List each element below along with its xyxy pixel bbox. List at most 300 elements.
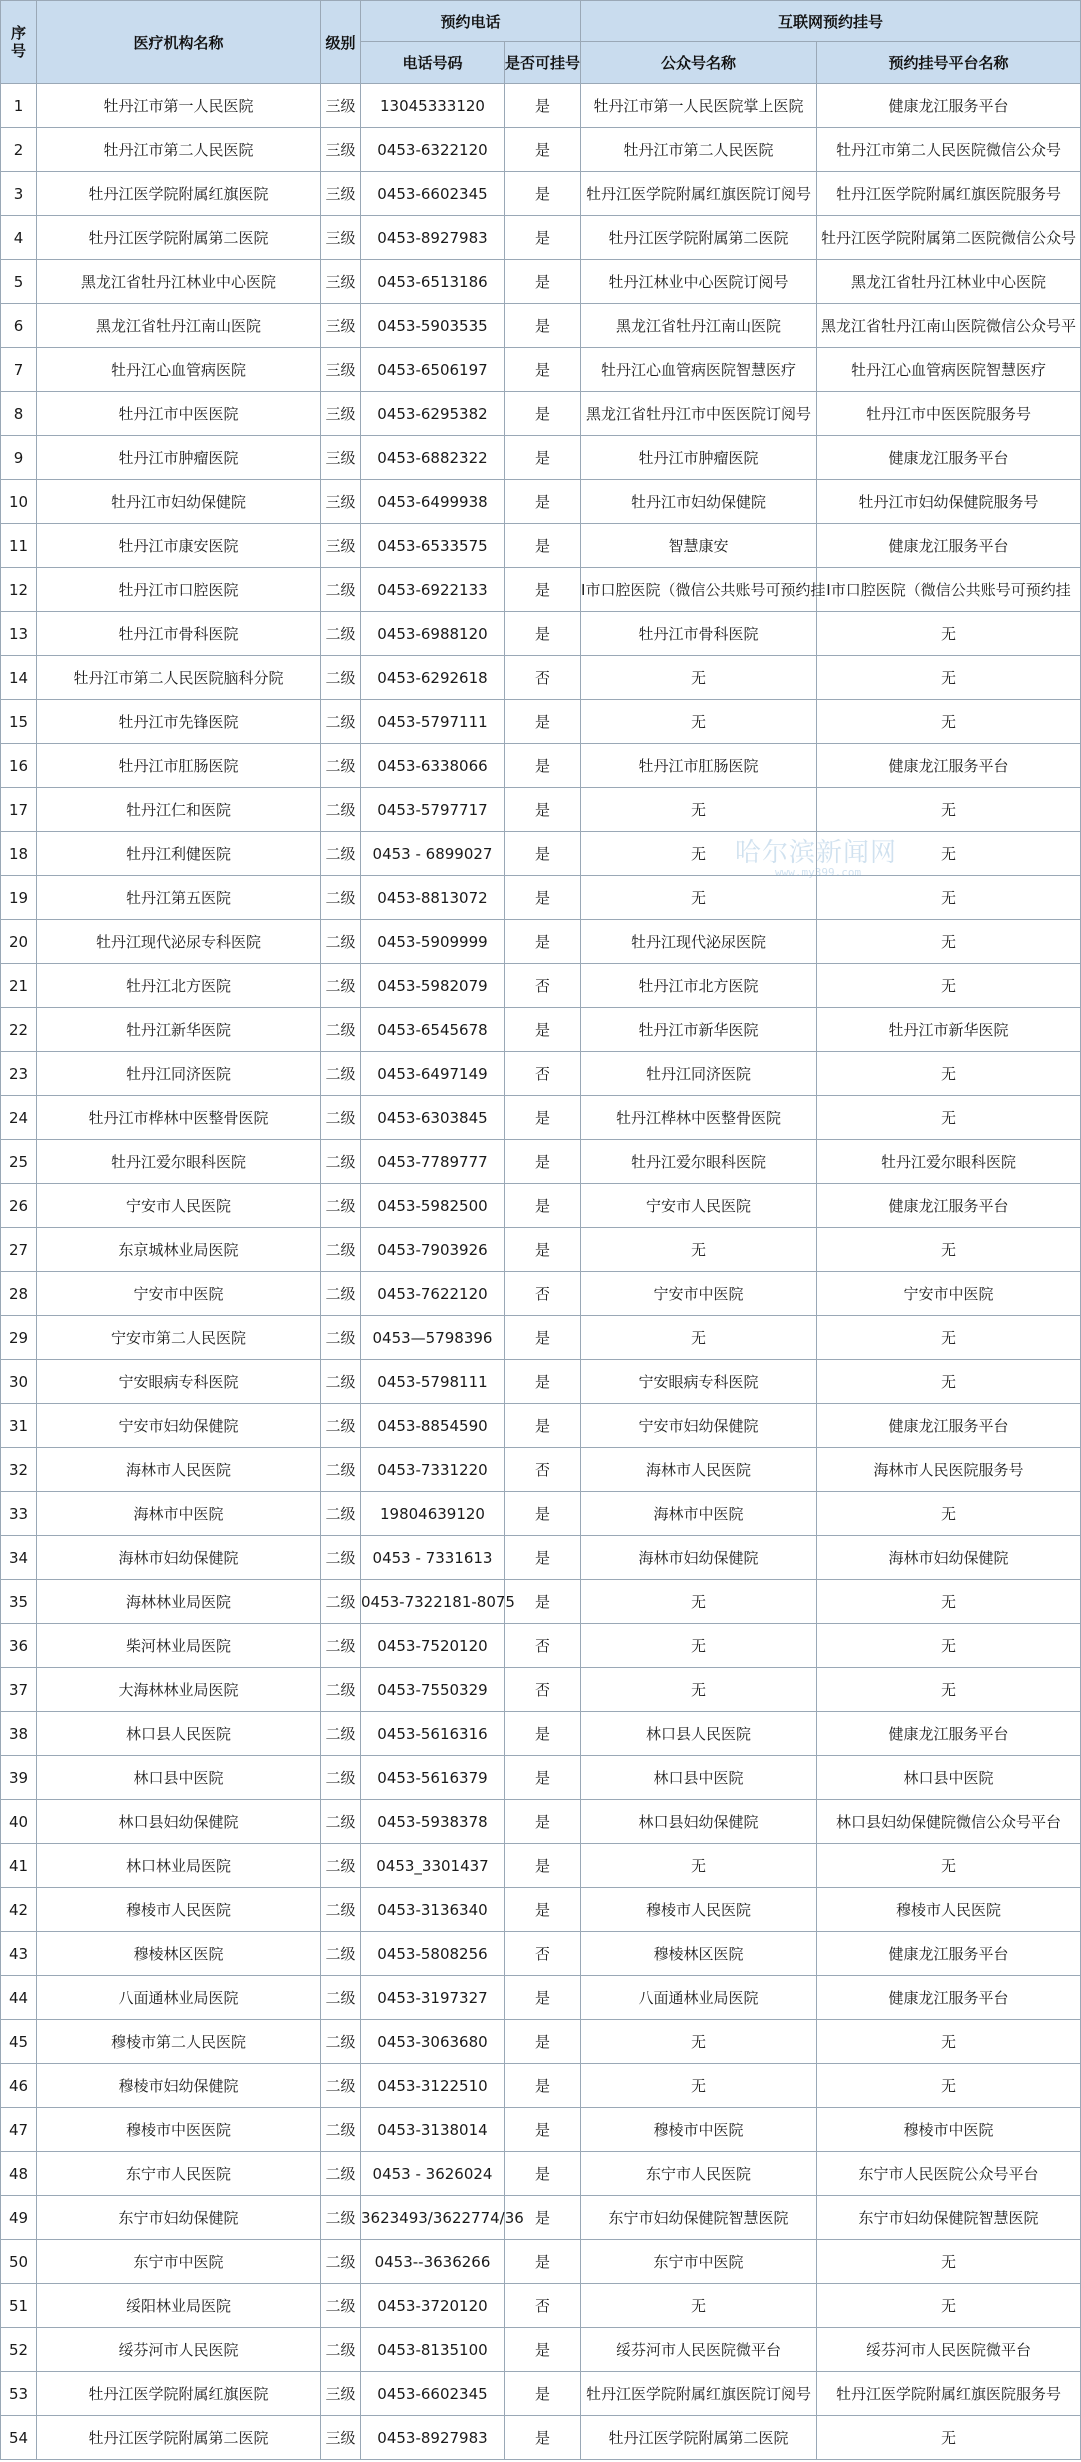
cell-can-register: 是 (505, 1360, 581, 1404)
cell-seq: 18 (1, 832, 37, 876)
cell-level: 二级 (321, 1008, 361, 1052)
cell-level: 三级 (321, 172, 361, 216)
cell-platform: 海林市人民医院服务号 (817, 1448, 1081, 1492)
table-row (1, 260, 1081, 304)
cell-platform: 健康龙江服务平台 (817, 1404, 1081, 1448)
cell-platform: 健康龙江服务平台 (817, 436, 1081, 480)
cell-level: 二级 (321, 612, 361, 656)
cell-public-account: 牡丹江医学院附属红旗医院订阅号 (581, 2372, 817, 2416)
table-row (1, 1052, 1081, 1096)
cell-platform: 穆棱市人民医院 (817, 1888, 1081, 1932)
cell-can-register: 是 (505, 2064, 581, 2108)
cell-platform: 绥芬河市人民医院微平台 (817, 2328, 1081, 2372)
cell-seq: 7 (1, 348, 37, 392)
table-row (1, 2240, 1081, 2284)
cell-platform: 健康龙江服务平台 (817, 1712, 1081, 1756)
table-row (1, 788, 1081, 832)
cell-public-account: 牡丹江市第二人民医院 (581, 128, 817, 172)
cell-level: 二级 (321, 2240, 361, 2284)
cell-phone: 0453-6506197 (361, 348, 505, 392)
cell-platform: 无 (817, 1096, 1081, 1140)
cell-seq: 23 (1, 1052, 37, 1096)
cell-name: 牡丹江医学院附属红旗医院 (37, 2372, 321, 2416)
cell-name: 牡丹江市肿瘤医院 (37, 436, 321, 480)
cell-public-account: 海林市妇幼保健院 (581, 1536, 817, 1580)
table-row (1, 2064, 1081, 2108)
watermark-url: www.my399.com (775, 866, 862, 879)
cell-platform: 黑龙江省牡丹江南山医院微信公众号平 (817, 304, 1081, 348)
cell-can-register: 否 (505, 656, 581, 700)
cell-seq: 8 (1, 392, 37, 436)
cell-level: 二级 (321, 1800, 361, 1844)
table-row (1, 524, 1081, 568)
cell-level: 二级 (321, 1624, 361, 1668)
cell-level: 三级 (321, 392, 361, 436)
cell-phone: 0453-6303845 (361, 1096, 505, 1140)
cell-phone: 0453-7520120 (361, 1624, 505, 1668)
header-name: 医疗机构名称 (37, 1, 321, 84)
cell-phone: 0453-5982500 (361, 1184, 505, 1228)
watermark-text: 哈尔滨新闻网 (735, 838, 898, 868)
cell-level: 二级 (321, 1712, 361, 1756)
cell-seq: 43 (1, 1932, 37, 1976)
cell-seq: 45 (1, 2020, 37, 2064)
cell-platform: I市口腔医院（微信公共账号可预约挂 (817, 568, 1081, 612)
cell-public-account: 宁安眼病专科医院 (581, 1360, 817, 1404)
cell-phone: 0453-8927983 (361, 2416, 505, 2460)
cell-phone: 0453-5616379 (361, 1756, 505, 1800)
cell-seq: 44 (1, 1976, 37, 2020)
cell-platform: 无 (817, 964, 1081, 1008)
cell-name: 海林市中医院 (37, 1492, 321, 1536)
cell-level: 二级 (321, 744, 361, 788)
cell-platform: 海林市妇幼保健院 (817, 1536, 1081, 1580)
cell-level: 二级 (321, 2328, 361, 2372)
cell-platform: 宁安市中医院 (817, 1272, 1081, 1316)
cell-level: 三级 (321, 436, 361, 480)
cell-name: 绥芬河市人民医院 (37, 2328, 321, 2372)
cell-can-register: 是 (505, 1008, 581, 1052)
cell-can-register: 是 (505, 2196, 581, 2240)
table-row (1, 2284, 1081, 2328)
cell-platform: 无 (817, 832, 1081, 876)
header-level: 级别 (321, 1, 361, 84)
cell-can-register: 是 (505, 84, 581, 128)
cell-phone: 0453-6497149 (361, 1052, 505, 1096)
table-row (1, 1008, 1081, 1052)
cell-can-register: 是 (505, 2240, 581, 2284)
cell-platform: 东宁市人民医院公众号平台 (817, 2152, 1081, 2196)
cell-level: 三级 (321, 2372, 361, 2416)
cell-can-register: 是 (505, 1404, 581, 1448)
cell-name: 绥阳林业局医院 (37, 2284, 321, 2328)
cell-phone: 0453-7903926 (361, 1228, 505, 1272)
cell-can-register: 是 (505, 2372, 581, 2416)
cell-public-account: 黑龙江省牡丹江市中医医院订阅号 (581, 392, 817, 436)
cell-platform: 牡丹江市第二人民医院微信公众号 (817, 128, 1081, 172)
cell-level: 二级 (321, 2196, 361, 2240)
cell-public-account: 无 (581, 2020, 817, 2064)
cell-can-register: 否 (505, 1932, 581, 1976)
cell-public-account: 无 (581, 1624, 817, 1668)
cell-phone: 0453-3720120 (361, 2284, 505, 2328)
cell-name: 东京城林业局医院 (37, 1228, 321, 1272)
cell-can-register: 是 (505, 172, 581, 216)
cell-platform: 牡丹江心血管病医院智慧医疗 (817, 348, 1081, 392)
table-row (1, 1932, 1081, 1976)
cell-platform: 无 (817, 1624, 1081, 1668)
table-row (1, 744, 1081, 788)
cell-seq: 29 (1, 1316, 37, 1360)
cell-seq: 19 (1, 876, 37, 920)
cell-public-account: 东宁市人民医院 (581, 2152, 817, 2196)
cell-public-account: 八面通林业局医院 (581, 1976, 817, 2020)
cell-seq: 6 (1, 304, 37, 348)
cell-seq: 26 (1, 1184, 37, 1228)
cell-name: 大海林林业局医院 (37, 1668, 321, 1712)
cell-phone: 0453-5982079 (361, 964, 505, 1008)
cell-public-account: 智慧康安 (581, 524, 817, 568)
cell-seq: 16 (1, 744, 37, 788)
cell-seq: 39 (1, 1756, 37, 1800)
table-row (1, 1888, 1081, 1932)
cell-phone: 0453-7322181-8075 (361, 1580, 505, 1624)
cell-name: 牡丹江仁和医院 (37, 788, 321, 832)
table-row (1, 2196, 1081, 2240)
cell-public-account: 牡丹江市肛肠医院 (581, 744, 817, 788)
cell-level: 二级 (321, 1140, 361, 1184)
cell-public-account: 无 (581, 1228, 817, 1272)
cell-phone: 0453-3136340 (361, 1888, 505, 1932)
cell-public-account: 牡丹江医学院附属第二医院 (581, 216, 817, 260)
header-public-account: 公众号名称 (581, 42, 817, 84)
cell-level: 二级 (321, 1184, 361, 1228)
cell-seq: 30 (1, 1360, 37, 1404)
cell-can-register: 否 (505, 2284, 581, 2328)
table-row (1, 1272, 1081, 1316)
cell-public-account: 海林市人民医院 (581, 1448, 817, 1492)
cell-platform: 穆棱市中医院 (817, 2108, 1081, 2152)
cell-seq: 49 (1, 2196, 37, 2240)
table-row (1, 1580, 1081, 1624)
cell-level: 二级 (321, 1536, 361, 1580)
cell-can-register: 是 (505, 1844, 581, 1888)
cell-seq: 40 (1, 1800, 37, 1844)
cell-seq: 20 (1, 920, 37, 964)
cell-platform: 无 (817, 1052, 1081, 1096)
cell-seq: 21 (1, 964, 37, 1008)
cell-name: 穆棱林区医院 (37, 1932, 321, 1976)
cell-public-account: 无 (581, 1844, 817, 1888)
cell-seq: 9 (1, 436, 37, 480)
cell-platform: 牡丹江市中医医院服务号 (817, 392, 1081, 436)
cell-name: 黑龙江省牡丹江林业中心医院 (37, 260, 321, 304)
cell-level: 二级 (321, 1668, 361, 1712)
header-platform: 预约挂号平台名称 (817, 42, 1081, 84)
cell-can-register: 否 (505, 1624, 581, 1668)
cell-name: 牡丹江同济医院 (37, 1052, 321, 1096)
cell-platform: 无 (817, 2064, 1081, 2108)
cell-platform: 无 (817, 1316, 1081, 1360)
cell-platform: 无 (817, 1360, 1081, 1404)
table-row (1, 1844, 1081, 1888)
cell-level: 二级 (321, 1844, 361, 1888)
cell-name: 穆棱市人民医院 (37, 1888, 321, 1932)
cell-name: 林口林业局医院 (37, 1844, 321, 1888)
cell-phone: 0453-6292618 (361, 656, 505, 700)
cell-name: 宁安眼病专科医院 (37, 1360, 321, 1404)
cell-public-account: 穆棱林区医院 (581, 1932, 817, 1976)
table-row (1, 2152, 1081, 2196)
cell-phone: 3623493/3622774/36 (361, 2196, 505, 2240)
cell-seq: 52 (1, 2328, 37, 2372)
cell-name: 牡丹江第五医院 (37, 876, 321, 920)
cell-seq: 54 (1, 2416, 37, 2460)
cell-level: 二级 (321, 1976, 361, 2020)
cell-public-account: 无 (581, 1580, 817, 1624)
cell-public-account: 东宁市中医院 (581, 2240, 817, 2284)
cell-platform: 无 (817, 2240, 1081, 2284)
table-row (1, 612, 1081, 656)
cell-can-register: 是 (505, 1580, 581, 1624)
cell-name: 牡丹江新华医院 (37, 1008, 321, 1052)
cell-level: 二级 (321, 2152, 361, 2196)
cell-phone: 19804639120 (361, 1492, 505, 1536)
cell-level: 三级 (321, 2416, 361, 2460)
cell-seq: 42 (1, 1888, 37, 1932)
cell-public-account: 无 (581, 1668, 817, 1712)
table-row (1, 920, 1081, 964)
cell-public-account: 无 (581, 2284, 817, 2328)
cell-name: 宁安市妇幼保健院 (37, 1404, 321, 1448)
cell-seq: 53 (1, 2372, 37, 2416)
cell-platform: 无 (817, 2416, 1081, 2460)
table-row (1, 1800, 1081, 1844)
cell-platform: 牡丹江医学院附属红旗医院服务号 (817, 2372, 1081, 2416)
cell-public-account: 牡丹江医学院附属第二医院 (581, 2416, 817, 2460)
cell-platform: 林口县妇幼保健院微信公众号平台 (817, 1800, 1081, 1844)
cell-public-account: 牡丹江市新华医院 (581, 1008, 817, 1052)
cell-name: 牡丹江医学院附属第二医院 (37, 216, 321, 260)
cell-platform: 无 (817, 1844, 1081, 1888)
cell-phone: 0453-6499938 (361, 480, 505, 524)
cell-platform: 无 (817, 612, 1081, 656)
cell-can-register: 是 (505, 480, 581, 524)
table-row (1, 876, 1081, 920)
cell-public-account: 牡丹江同济医院 (581, 1052, 817, 1096)
cell-phone: 0453-5903535 (361, 304, 505, 348)
cell-public-account: 牡丹江心血管病医院智慧医疗 (581, 348, 817, 392)
cell-name: 黑龙江省牡丹江南山医院 (37, 304, 321, 348)
cell-public-account: 宁安市中医院 (581, 1272, 817, 1316)
cell-can-register: 是 (505, 1184, 581, 1228)
cell-phone: 0453-6322120 (361, 128, 505, 172)
cell-public-account: 东宁市妇幼保健院智慧医院 (581, 2196, 817, 2240)
table-row (1, 1668, 1081, 1712)
cell-phone: 0453 - 7331613 (361, 1536, 505, 1580)
cell-can-register: 是 (505, 392, 581, 436)
cell-name: 穆棱市第二人民医院 (37, 2020, 321, 2064)
cell-platform: 无 (817, 1492, 1081, 1536)
cell-level: 二级 (321, 1316, 361, 1360)
cell-public-account: 穆棱市中医院 (581, 2108, 817, 2152)
table-row (1, 1184, 1081, 1228)
cell-platform: 无 (817, 920, 1081, 964)
cell-platform: 无 (817, 788, 1081, 832)
cell-name: 牡丹江利健医院 (37, 832, 321, 876)
cell-level: 二级 (321, 832, 361, 876)
cell-level: 二级 (321, 788, 361, 832)
cell-seq: 25 (1, 1140, 37, 1184)
cell-phone: 0453-5616316 (361, 1712, 505, 1756)
cell-level: 三级 (321, 524, 361, 568)
table-row (1, 1096, 1081, 1140)
cell-platform: 牡丹江医学院附属第二医院微信公众号 (817, 216, 1081, 260)
cell-can-register: 否 (505, 1448, 581, 1492)
cell-level: 二级 (321, 964, 361, 1008)
table-row (1, 348, 1081, 392)
cell-level: 二级 (321, 2284, 361, 2328)
cell-can-register: 是 (505, 612, 581, 656)
cell-can-register: 是 (505, 1888, 581, 1932)
cell-platform: 无 (817, 2020, 1081, 2064)
cell-seq: 38 (1, 1712, 37, 1756)
cell-phone: 13045333120 (361, 84, 505, 128)
table-row (1, 304, 1081, 348)
cell-phone: 0453--3636266 (361, 2240, 505, 2284)
cell-name: 宁安市人民医院 (37, 1184, 321, 1228)
cell-seq: 22 (1, 1008, 37, 1052)
cell-phone: 0453-8854590 (361, 1404, 505, 1448)
cell-can-register: 否 (505, 1052, 581, 1096)
table-row (1, 1228, 1081, 1272)
cell-public-account: 无 (581, 832, 817, 876)
cell-level: 二级 (321, 1228, 361, 1272)
cell-seq: 17 (1, 788, 37, 832)
cell-public-account: 林口县妇幼保健院 (581, 1800, 817, 1844)
cell-phone: 0453-8813072 (361, 876, 505, 920)
cell-public-account: 无 (581, 2064, 817, 2108)
cell-can-register: 否 (505, 1668, 581, 1712)
cell-can-register: 是 (505, 348, 581, 392)
cell-can-register: 是 (505, 1976, 581, 2020)
cell-phone: 0453-3138014 (361, 2108, 505, 2152)
cell-phone: 0453-6545678 (361, 1008, 505, 1052)
table-row (1, 1140, 1081, 1184)
cell-phone: 0453-6602345 (361, 2372, 505, 2416)
cell-name: 穆棱市中医医院 (37, 2108, 321, 2152)
cell-seq: 13 (1, 612, 37, 656)
table-row (1, 964, 1081, 1008)
cell-seq: 41 (1, 1844, 37, 1888)
cell-public-account: 穆棱市人民医院 (581, 1888, 817, 1932)
table-row (1, 172, 1081, 216)
cell-name: 东宁市妇幼保健院 (37, 2196, 321, 2240)
cell-level: 二级 (321, 1404, 361, 1448)
table-row (1, 1536, 1081, 1580)
cell-platform: 无 (817, 700, 1081, 744)
cell-seq: 10 (1, 480, 37, 524)
header-phone: 电话号码 (361, 42, 505, 84)
cell-seq: 33 (1, 1492, 37, 1536)
cell-level: 二级 (321, 920, 361, 964)
cell-name: 牡丹江市第一人民医院 (37, 84, 321, 128)
cell-platform: 无 (817, 656, 1081, 700)
cell-name: 牡丹江市康安医院 (37, 524, 321, 568)
cell-phone: 0453-8927983 (361, 216, 505, 260)
cell-public-account: 黑龙江省牡丹江南山医院 (581, 304, 817, 348)
cell-platform: 牡丹江爱尔眼科医院 (817, 1140, 1081, 1184)
cell-can-register: 是 (505, 2020, 581, 2064)
cell-seq: 15 (1, 700, 37, 744)
cell-phone: 0453-7789777 (361, 1140, 505, 1184)
cell-platform: 健康龙江服务平台 (817, 1932, 1081, 1976)
cell-name: 牡丹江心血管病医院 (37, 348, 321, 392)
cell-seq: 32 (1, 1448, 37, 1492)
table-row (1, 392, 1081, 436)
cell-phone: 0453-3063680 (361, 2020, 505, 2064)
table-row (1, 1712, 1081, 1756)
cell-platform: 牡丹江医学院附属红旗医院服务号 (817, 172, 1081, 216)
cell-name: 海林市人民医院 (37, 1448, 321, 1492)
cell-seq: 34 (1, 1536, 37, 1580)
cell-public-account: 牡丹江现代泌尿医院 (581, 920, 817, 964)
cell-public-account: 牡丹江桦林中医整骨医院 (581, 1096, 817, 1140)
cell-name: 柴河林业局医院 (37, 1624, 321, 1668)
cell-phone: 0453_3301437 (361, 1844, 505, 1888)
cell-name: 林口县人民医院 (37, 1712, 321, 1756)
cell-can-register: 是 (505, 260, 581, 304)
cell-public-account: 牡丹江市第一人民医院掌上医院 (581, 84, 817, 128)
table-row (1, 1316, 1081, 1360)
cell-name: 牡丹江市骨科医院 (37, 612, 321, 656)
cell-public-account: I市口腔医院（微信公共账号可预约挂 (581, 568, 817, 612)
cell-platform: 黑龙江省牡丹江林业中心医院 (817, 260, 1081, 304)
cell-can-register: 是 (505, 1316, 581, 1360)
cell-name: 牡丹江医学院附属红旗医院 (37, 172, 321, 216)
cell-level: 二级 (321, 568, 361, 612)
cell-public-account: 绥芬河市人民医院微平台 (581, 2328, 817, 2372)
cell-phone: 0453-7622120 (361, 1272, 505, 1316)
cell-platform: 林口县中医院 (817, 1756, 1081, 1800)
cell-public-account: 无 (581, 788, 817, 832)
cell-can-register: 是 (505, 1492, 581, 1536)
cell-seq: 31 (1, 1404, 37, 1448)
cell-platform: 牡丹江市妇幼保健院服务号 (817, 480, 1081, 524)
cell-phone: 0453-5938378 (361, 1800, 505, 1844)
table-row (1, 1624, 1081, 1668)
cell-level: 三级 (321, 260, 361, 304)
cell-public-account: 牡丹江医学院附属红旗医院订阅号 (581, 172, 817, 216)
header-phone-group: 预约电话 (361, 1, 581, 42)
cell-phone: 0453-6882322 (361, 436, 505, 480)
cell-phone: 0453-5797717 (361, 788, 505, 832)
cell-seq: 4 (1, 216, 37, 260)
cell-name: 牡丹江市肛肠医院 (37, 744, 321, 788)
cell-phone: 0453-5797111 (361, 700, 505, 744)
cell-platform: 健康龙江服务平台 (817, 1976, 1081, 2020)
cell-can-register: 是 (505, 1228, 581, 1272)
cell-platform: 健康龙江服务平台 (817, 524, 1081, 568)
cell-name: 宁安市中医院 (37, 1272, 321, 1316)
table-row (1, 700, 1081, 744)
cell-can-register: 否 (505, 964, 581, 1008)
cell-public-account: 无 (581, 1316, 817, 1360)
cell-public-account: 林口县人民医院 (581, 1712, 817, 1756)
cell-can-register: 是 (505, 128, 581, 172)
cell-public-account: 牡丹江市肿瘤医院 (581, 436, 817, 480)
cell-seq: 48 (1, 2152, 37, 2196)
